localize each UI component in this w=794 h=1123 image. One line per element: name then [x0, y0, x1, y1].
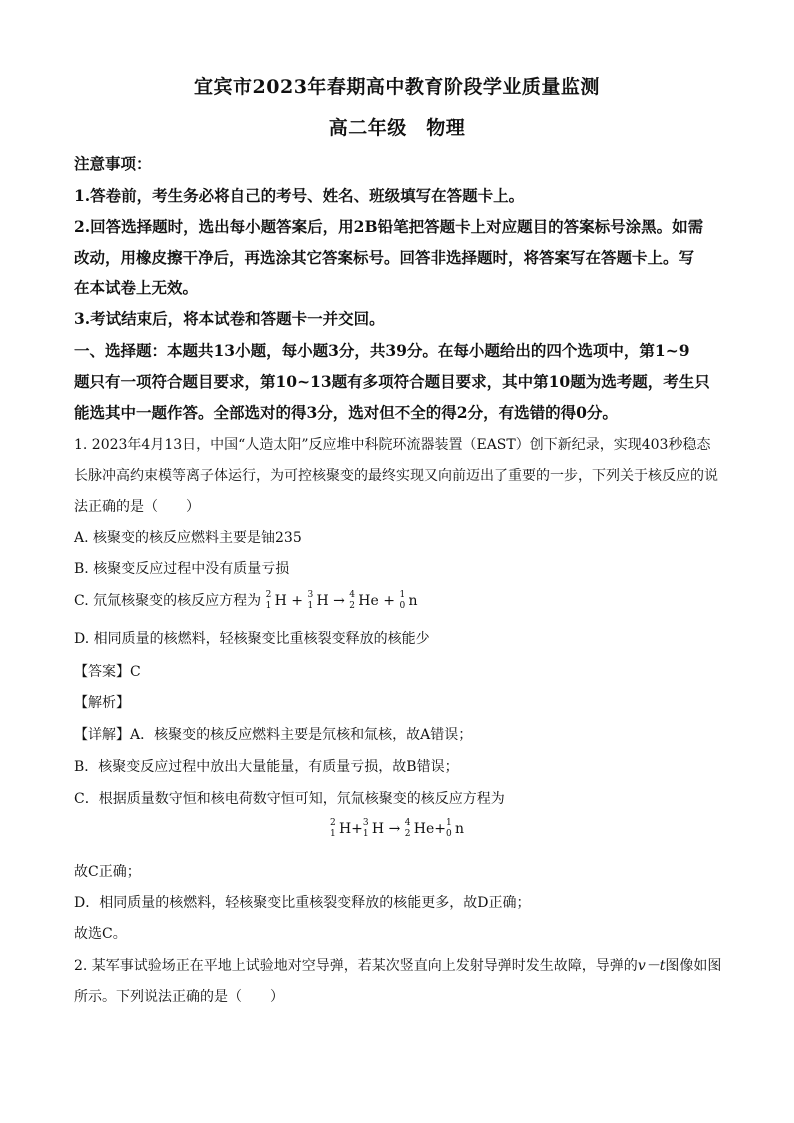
helium-notation: 4 2 — [404, 818, 411, 839]
q2-stem-line-2: 所示。下列说法正确的是（ ） — [74, 989, 284, 1005]
q1-detail-b: B．核聚变反应过程中放出大量能量，有质量亏损，故B错误； — [74, 759, 459, 775]
notice-line-3: 改动，用橡皮擦干净后，再选涂其它答案标号。回答非选择题时，将答案写在答题卡上。写 — [74, 248, 695, 267]
q1-centered-equation: 2 1 H+ 3 1 H → 4 2 He+ 1 0 n — [329, 818, 465, 839]
tritium-notation: 3 1 — [307, 590, 314, 611]
arrow-icon: → — [388, 821, 401, 837]
q1-option-c — [74, 590, 734, 610]
q1-analysis-heading: 【解析】 — [74, 695, 130, 711]
q1-option-d: D. 相同质量的核燃料，轻核聚变比重核裂变释放的核能少 — [74, 631, 430, 647]
q1-option-b: B. 核聚变反应过程中没有质量亏损 — [74, 561, 290, 577]
q1-option-c-prefix: C. 氘氚核聚变的核反应方程为 — [74, 593, 262, 609]
plus-sign: + — [383, 593, 395, 609]
q1-stem-line-1: 1. 2023年4月13日，中国“人造太阳”反应堆中科院环流器装置（EAST）创下新纪录，实现403秒稳态 — [74, 437, 711, 453]
section-line-1: 一、选择题：本题共13小题，每小题3分，共39分。在每小题给出的四个选项中，第1~9 — [74, 341, 690, 360]
notice-line-5: 3.考试结束后，将本试卷和答题卡一并交回。 — [74, 309, 385, 328]
q1-c-correct: 故C正确； — [74, 864, 141, 880]
helium-notation: 4 2 — [349, 590, 356, 611]
page-subtitle: 高二年级 物理 — [328, 117, 466, 139]
notice-heading: 注意事项： — [74, 154, 152, 173]
neutron-notation: 1 0 — [446, 818, 452, 839]
notice-line-4: 在本试卷上无效。 — [74, 278, 199, 297]
notice-line-2: 2.回答选择题时，选出每小题答案后，用2B铅笔把答题卡上对应题目的答案标号涂黑。如需 — [74, 217, 704, 236]
notice-line-1: 1.答卷前，考生务必将自己的考号、姓名、班级填写在答题卡上。 — [74, 186, 525, 205]
deuterium-notation: 2 1 — [265, 590, 272, 611]
q1-option-a: A. 核聚变的核反应燃料主要是铀235 — [74, 530, 302, 546]
section-line-2: 题只有一项符合题目要求，第10~13题有多项符合题目要求，其中第10题为选考题，考生只 — [74, 372, 710, 391]
q2-stem-line-1: 2. 某军事试验场正在平地上试验地对空导弹，若某次竖直向上发射导弹时发生故障，导弹的v－t图像如图 — [74, 958, 722, 974]
neutron-symbol: n — [408, 593, 418, 609]
neutron-notation: 1 0 — [399, 590, 406, 611]
hydrogen-symbol: H — [274, 593, 287, 609]
q1-detail-a: 【详解】A．核聚变的核反应燃料主要是氘核和氚核，故A错误； — [74, 727, 473, 743]
section-line-3: 能选其中一题作答。全部选对的得3分，选对但不全的得2分，有选错的得0分。 — [74, 403, 618, 422]
q1-detail-d: D．相同质量的核燃料，轻核聚变比重核裂变释放的核能更多，故D正确； — [74, 895, 531, 911]
q1-stem-line-3: 法正确的是（ ） — [74, 499, 200, 515]
q1-choose: 故选C。 — [74, 926, 127, 942]
page-title: 宜宾市2023年春期高中教育阶段学业质量监测 — [194, 76, 600, 98]
q1-detail-c: C．根据质量数守恒和核电荷数守恒可知，氘氚核聚变的核反应方程为 — [74, 791, 505, 807]
helium-symbol: He — [358, 593, 379, 609]
q1-answer: 【答案】C — [74, 664, 141, 680]
tritium-notation: 3 1 — [362, 818, 369, 839]
q1-stem-line-2: 长脉冲高约束模等离子体运行，为可控核聚变的最终实现又向前迈出了重要的一步，下列关于核反应的说 — [74, 468, 718, 484]
hydrogen-symbol: H — [316, 593, 329, 609]
arrow-icon: → — [333, 593, 345, 609]
vt-symbol: v－t — [637, 958, 666, 974]
plus-sign: + — [291, 593, 303, 609]
deuterium-notation: 2 1 — [329, 818, 336, 839]
